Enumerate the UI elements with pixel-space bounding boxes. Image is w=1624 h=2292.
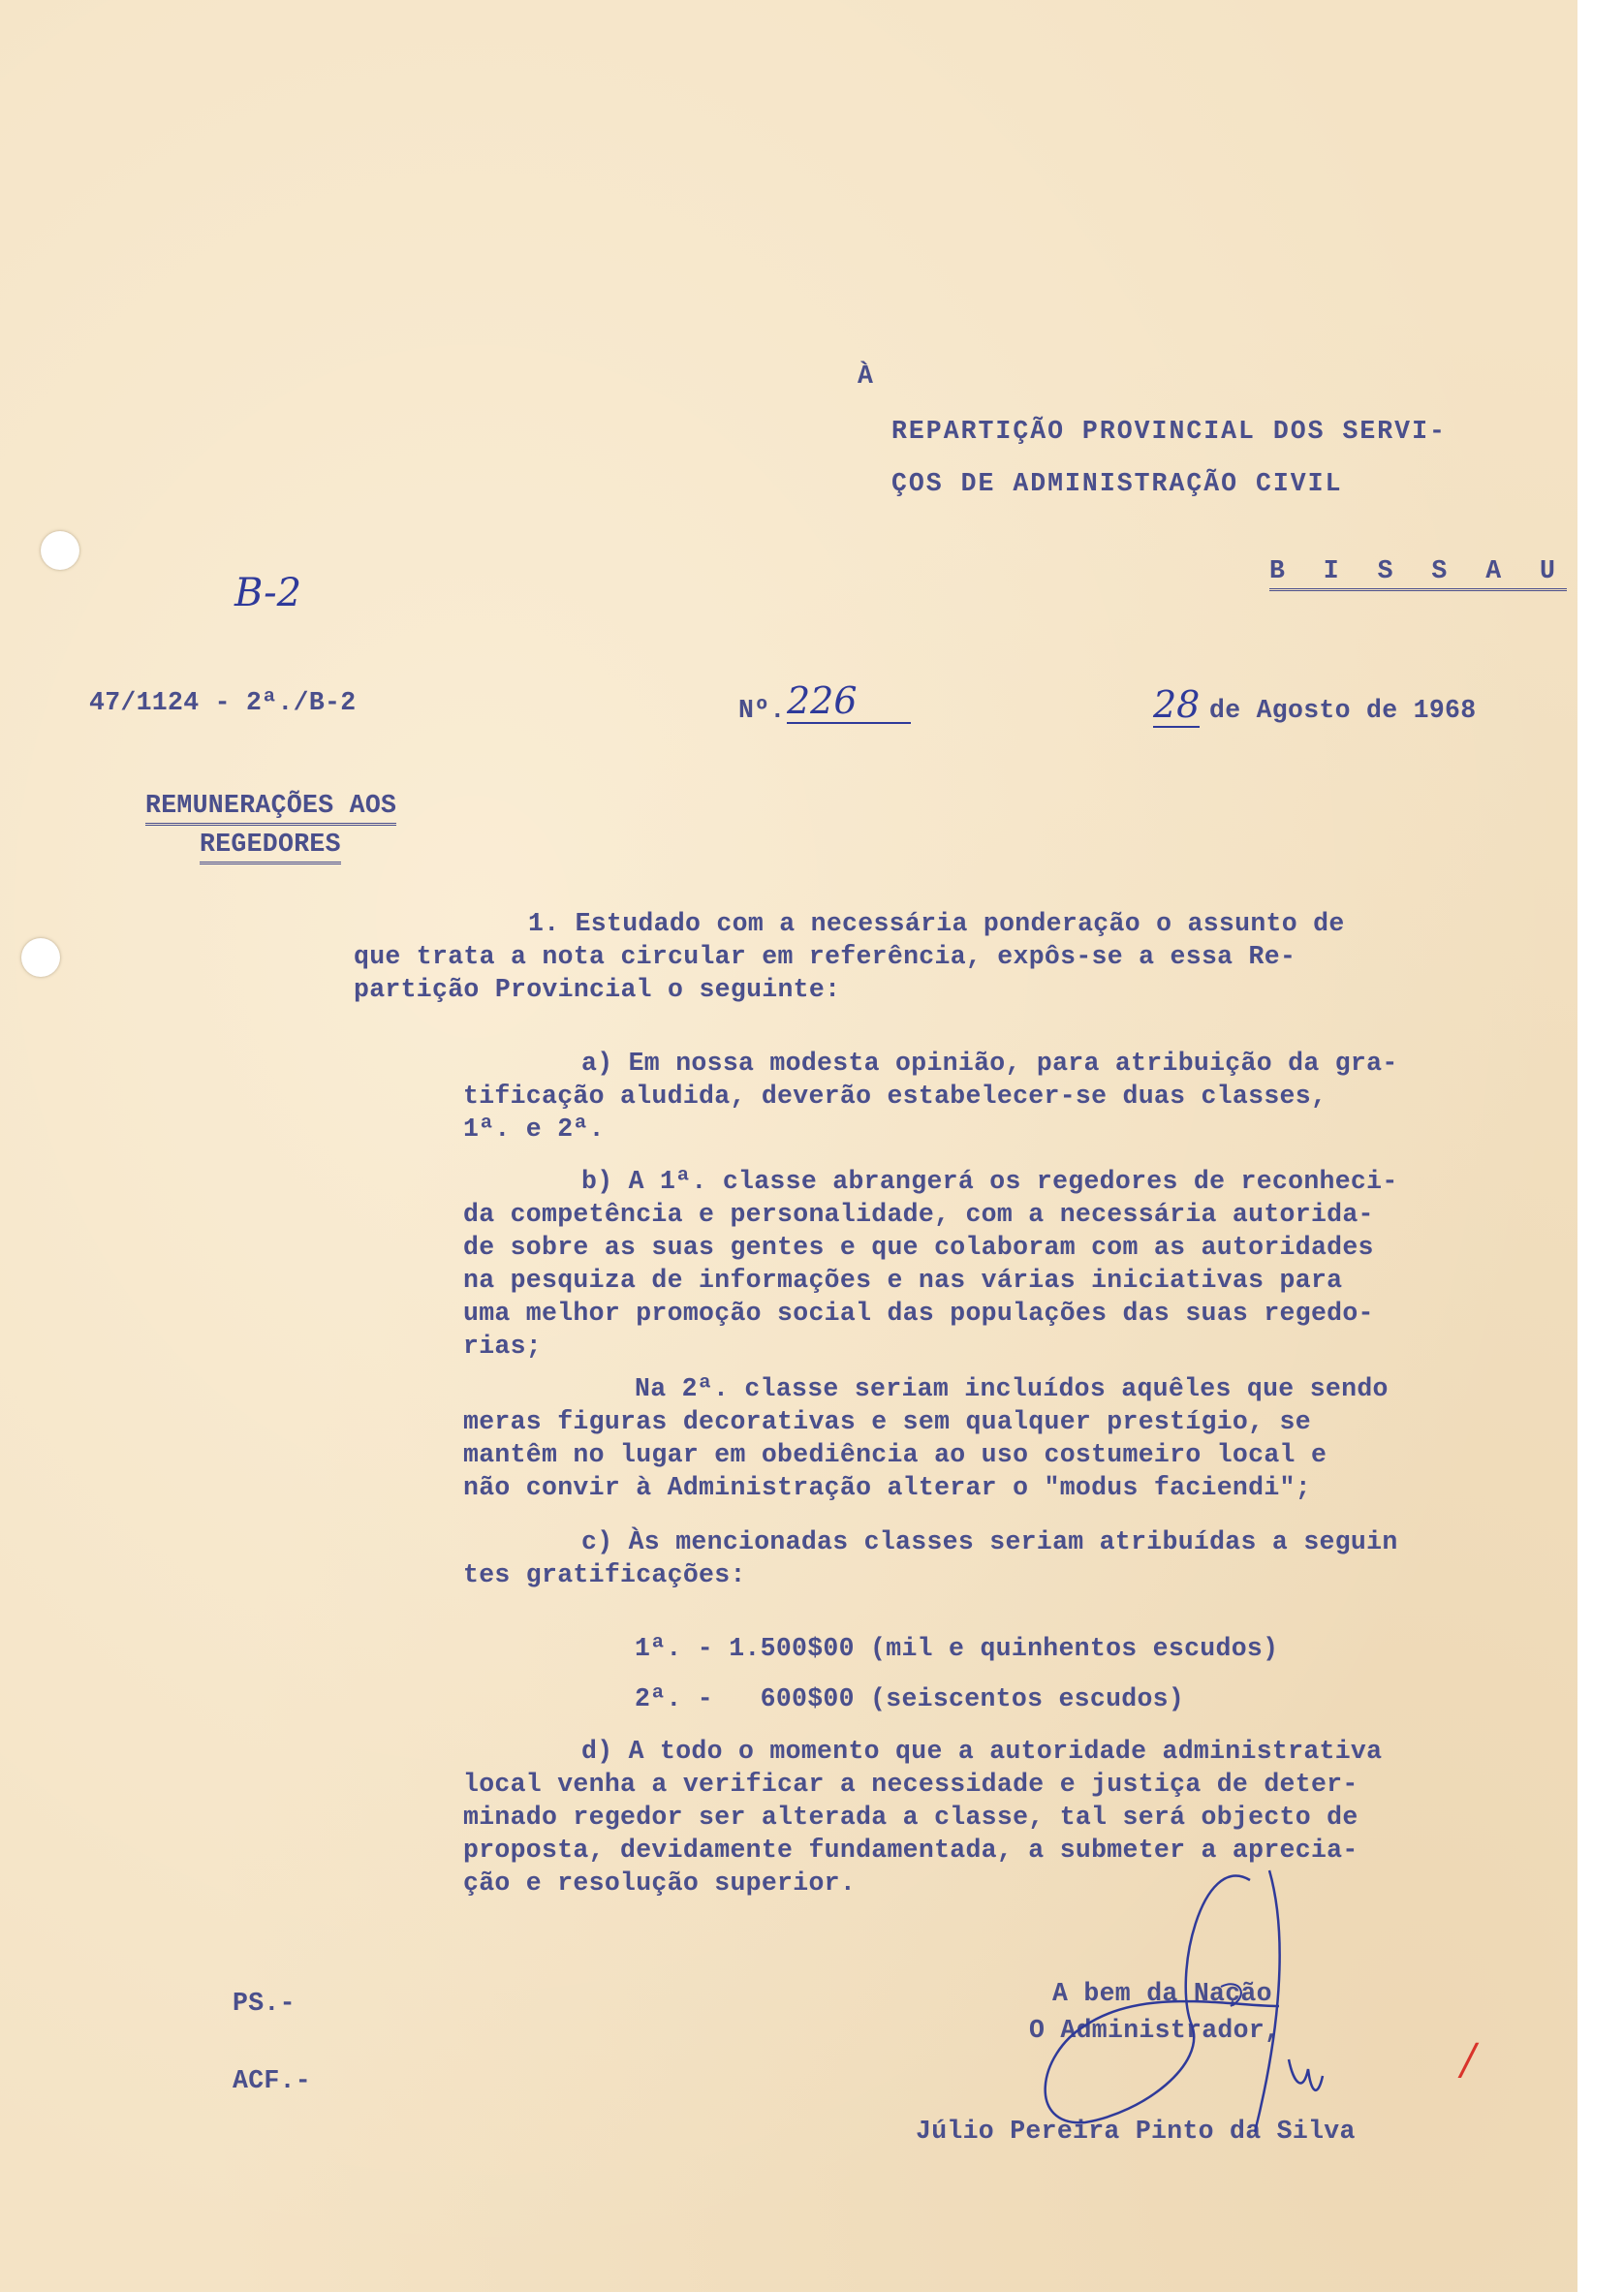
b-line-2: da competência e personalidade, com a necessária autorida- — [463, 1200, 1374, 1229]
punch-hole-top — [41, 531, 79, 570]
b-line-3: de sobre as suas gentes e que colaboram com as autoridades — [463, 1233, 1374, 1262]
red-check-mark: / — [1461, 2035, 1476, 2085]
b-line-4: na pesquiza de informações e nas várias iniciativas para — [463, 1266, 1343, 1295]
addressee-prefix: À — [858, 361, 874, 391]
b2-line-1: Na 2ª. classe seriam incluídos aquêles que sendo — [635, 1374, 1389, 1403]
b2-line-3: mantêm no lugar em obediência ao uso costumeiro local e — [463, 1440, 1327, 1469]
copy-acf: ACF.- — [233, 2066, 312, 2095]
handwritten-number: 226 — [787, 682, 911, 724]
c-line-1: c) Às mencionadas classes seriam atribuídas a seguin — [581, 1527, 1398, 1556]
closing-line-1: A bem da Nação — [1052, 1979, 1272, 2008]
number-label: Nº. — [738, 696, 786, 725]
d-line-4: proposta, devidamente fundamentada, a submeter a aprecia- — [463, 1836, 1359, 1865]
b2-line-4: não convir à Administração alterar o "modus faciendi"; — [463, 1473, 1311, 1502]
a-line-1: a) Em nossa modesta opinião, para atribuição da gra- — [581, 1049, 1398, 1078]
a-line-3: 1ª. e 2ª. — [463, 1115, 605, 1144]
addressee-city: B I S S A U — [1269, 558, 1567, 591]
date-text: de Agosto de 1968 — [1209, 696, 1477, 725]
closing-line-2: O Administrador, — [1029, 2016, 1281, 2045]
d-line-5: ção e resolução superior. — [463, 1868, 857, 1898]
handwritten-signature — [1027, 1861, 1337, 2151]
handwritten-day: 28 — [1153, 683, 1201, 726]
page-edge — [1577, 0, 1624, 2292]
d-line-3: minado regedor ser alterada a classe, tal será objecto de — [463, 1803, 1359, 1832]
amount-first-class: 1ª. - 1.500$00 (mil e quinhentos escudos) — [635, 1634, 1279, 1663]
subject-line-2: REGEDORES — [200, 832, 341, 864]
p1-line-2: que trata a nota circular em referência, expôs-se a essa Re- — [354, 942, 1296, 971]
addressee-line-1: REPARTIÇÃO PROVINCIAL DOS SERVI- — [891, 417, 1447, 446]
handwritten-margin-note: B-2 — [234, 571, 302, 615]
b2-line-2: meras figuras decorativas e sem qualquer prestígio, se — [463, 1407, 1311, 1436]
b-line-5: uma melhor promoção social das populações das suas regedo- — [463, 1299, 1374, 1328]
copy-ps: PS.- — [233, 1989, 296, 2018]
p1-line-3: partição Provincial o seguinte: — [354, 975, 841, 1004]
b-line-1: b) A 1ª. classe abrangerá os regedores de reconheci- — [581, 1167, 1398, 1196]
b-line-6: rias; — [463, 1332, 543, 1361]
signatory-name: Júlio Pereira Pinto da Silva — [916, 2117, 1356, 2146]
subject-line-1: REMUNERAÇÕES AOS — [145, 793, 396, 826]
c-line-2: tes gratificações: — [463, 1560, 746, 1589]
d-line-1: d) A todo o momento que a autoridade administrativa — [581, 1737, 1383, 1766]
p1-line-1: 1. Estudado com a necessária ponderação o assunto de — [528, 909, 1345, 938]
a-line-2: tificação aludida, deverão estabelecer-se duas classes, — [463, 1082, 1327, 1111]
punch-hole-bottom — [21, 938, 60, 977]
d-line-2: local venha a verificar a necessidade e justiça de deter- — [463, 1770, 1359, 1799]
amount-second-class: 2ª. - 600$00 (seiscentos escudos) — [635, 1684, 1185, 1713]
addressee-line-2: ÇOS DE ADMINISTRAÇÃO CIVIL — [891, 469, 1343, 498]
file-reference: 47/1124 - 2ª./B-2 — [89, 688, 357, 717]
